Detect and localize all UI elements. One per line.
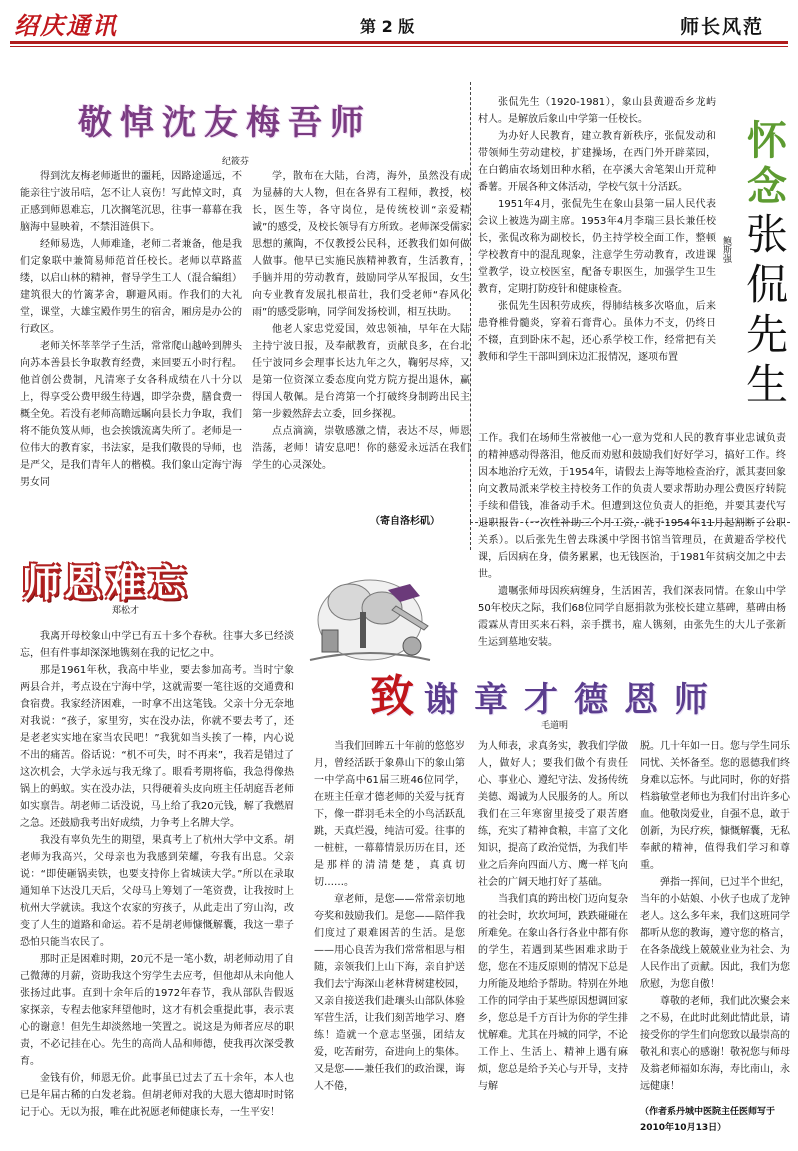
title-char: 张 [745, 210, 788, 259]
article4-col2 [478, 738, 628, 1148]
paragraph: 尊敬的老师，我们此次聚会来之不易，在此时此刻此情此景，请接受你的学生们向您致以最崇高的敬礼和衷心的感谢！敬祝您与师母及翁老师福如东海，寿比南山，永远健康！ [640, 996, 790, 1092]
paragraph: 他老人家忠党爱国，效忠领袖，早年在大陆主持宁波日报，及奉献教育，贡献良多，在台北任宁波同乡会理事长达九年之久，鞠躬尽瘁，又是第一位资深立委态度向党方院方提出退休，赢得国人敬佩。是台湾第一个打破终身制跨出民主第一步毅然辞去立委，回乡探视。 [252, 324, 470, 420]
title-first-char: 致 [370, 671, 424, 722]
title-char: 先 [745, 310, 788, 359]
article4-note: （作者系丹城中医院主任医师写于2010年10月13日） [640, 1107, 776, 1133]
article3-author: 郑松才 [112, 606, 140, 616]
article4-col1 [314, 738, 465, 1148]
paragraph: 张侃先生因积劳成疾，得肺结核多次咯血，后来患脊椎骨髓炎，穿着石膏背心。虽体力不支，仍终日不辍，直到卧床不起，还心系学校工作，经常把有关教师和学生干部叫到床边汇报情况，逐项布置 [478, 301, 716, 363]
article1-col2 [252, 168, 470, 508]
paragraph: 我没有辜负先生的期望，果真考上了杭州大学中文系。胡老师为我高兴，父母亲也为我感到荣耀，夸我有出息。父亲说：“即使砸锅卖铁，也要支持你上省城读大学。”所以在录取通知单下达没几天后，父母马上筹划了一笔资费，让我按时上杭州大学就读。我这个农家的穷孩子，从此走出了穷山沟，改变了人生的道路和命运。若不是胡老师慷慨解囊，我这一辈子恐怕只能当农民了。 [20, 835, 294, 948]
masthead: 绍庆通讯 [14, 11, 118, 40]
paragraph: 章老师，是您——常常亲切地夸奖和鼓励我们。是您——陪伴我们度过了艰难困苦的生活。是您——用心良苦为我们常常相思与相随，亲领我们上山下海，亲自护送我们去宁海深山老林背树建校园，又亲自接送我们赴瓖头山部队体验军营生活，让我们刻苦地学习、磨练！造就一个意志坚强，团结友爱，吃苦耐劳，奋进向上的集体。又是您——兼任我们的政治课，诲人不倦， [314, 894, 465, 1092]
page-number: 第 2 版 [360, 17, 415, 36]
paragraph: 点点滴滴，崇敬感激之情，表达不尽，师恩浩荡，老师！请安息吧！你的慈爱永远活在我们学生的心灵深处。 [252, 426, 470, 471]
paragraph: 经师易选，人师难逢，老师二者兼备，他是我们定象联中兼简易师范首任校长。老师以草路蓝缕，以启山林的精神，督导学生工人（混合编组）建筑很大的竹篱茅舍，聊避风雨。作我们的大礼堂，课堂，大雄宝殿作男生的宿舍，厢房是办公的行政区。 [20, 239, 242, 335]
paragraph: 工作。我们在场师生常被他一心一意为党和人民的教育事业忠诚负责的精神感动得落泪，他反而劝慰和鼓励我们好好学习，搞好工作。终因本地治疗无效，于1954年，请假去上海等地检查治疗，派其妻回象向文教局派来学校主持校务工作的负责人要求帮助办理公费医疗转院手续和借钱，准备动手术。但遭到这位负责人的拒绝，并要其妻代写退职报告（一次性补助三个月工资，就于1954年11月起割断了公职关系）。以后张先生曾去珠溪中学图书馆当管理员，在黄避岙学校代课，后因病在身，债务累累，也无钱医治，于1981年贫病交加之中去世。 [478, 433, 786, 580]
title-char: 生 [745, 360, 788, 409]
paragraph: 我离开母校象山中学已有五十多个春秋。往事大多已经淡忘，但有件事却深深地镌刻在我的记忆之中。 [20, 631, 294, 659]
paragraph: 金钱有价，师恩无价。此事虽已过去了五十余年，本人也已是年届古稀的白发老翁。但胡老师对我的大恩大德却时时铭记于心。无以为报，唯在此祝愿老师健康长寿，一生平安！ [20, 1073, 294, 1118]
paragraph: 得到沈友梅老师逝世的噩耗，因路途遥远，不能亲往宁波吊唁，怎不让人哀伤！写此悼文时，真正感到师恩难忘，几次搁笔沉思，往事一幕幕在我脑海中显映着，不禁泪涟俱下。 [20, 171, 242, 233]
paragraph: 为办好人民教育，建立教育新秩序，张侃发动和带领师生劳动建校，扩建操场，在西门外开辟菜园，在白鹤庙农场划田种水稻，在亭溪大舍笔架山开荒种番薯。开展各种文体活动，学校气氛十分活跃。 [478, 131, 716, 193]
article2-author: 鲍斯强 [721, 236, 731, 263]
article4-author: 毛道明 [541, 721, 569, 731]
paragraph: 弹指一挥间，已过半个世纪，当年的小姑娘、小伙子也成了龙钟老人。这么多年来，我们这班同学都听从您的教诲，遵守您的格言，在各条战线上兢兢业业为社会、为人民作出了贡献。因此，我们为您欣慰，为您自傲！ [640, 877, 790, 990]
paragraph: 那是1961年秋，我高中毕业，要去参加高考。当时宁象两县合并，考点设在宁海中学，这就需要一笔往返的交通费和食宿费。我家经济困难，一时拿不出这笔钱。父亲十分无奈地对我说：“孩子，家里穷，实在没办法，你就不要去考了，还是老老实实地在家当农民吧！”我犹如当头挨了一棒，内心说不出的痛苦。俗话说：“机不可失，时不再来”，我若是错过了这次机会，大学永远与我无缘了。眼看考期将临，我急得像热锅上的蚂蚁。实在没办法，只得硬着头皮向班主任胡庭吾老师如实禀告。胡老师二话没说，马上给了我20元钱，解了我燃眉之急。还鼓励我考出好成绩，力争考上名牌大学。 [20, 665, 294, 829]
header-rule [10, 41, 788, 44]
article1-title: 敬悼沈友梅吾师 [78, 103, 372, 143]
title-char: 侃 [745, 260, 788, 309]
paragraph: 张侃先生（1920-1981），象山县黄避岙乡龙屿村人。是解放后象山中学第一任校长。 [478, 97, 716, 125]
article2-title [745, 118, 789, 410]
paragraph: 为人师表，求真务实，教我们学做人，做好人；要我们做个有贵任心、事业心、遵纪守法、发扬传统美德、竭诚为人民服务的人。所以我们在三年寒窗里接受了艰苦磨练，充实了精神食粮，丰富了文化知识，提高了政治觉悟，为我们毕业之后奔向四面八方、鹰一样飞向社会的广阔天地打好了基础。 [478, 741, 628, 888]
article3-body [20, 628, 294, 1148]
article1-note: （寄自洛杉矶） [370, 516, 440, 527]
article1-col1 [20, 168, 242, 526]
article1-author: 纪筱芬 [222, 157, 250, 167]
article2-wide [478, 430, 786, 648]
paragraph: 脱。几十年如一日。您与学生同乐同忧、关怀备至。您的恩德我们终身难以忘怀。与此同时，你的好搭档翁敏堂老师也为我们付出许多心血。他敬岗爱业，自强不息，敢于创新，为民疗疾，慷慨解囊，无私奉献的精神，值得我们学习和尊重。 [640, 741, 790, 871]
paragraph: 学，散布在大陆，台湾，海外，虽然没有成为显赫的大人物，但在各界有工程师，教授，校长，医生等，各守岗位，是传统校训“亲爱精诚”的感受，及校长领导有方所致。老师深受儒家思想的薰陶，不仅教授公民科，还教我们如何做人做事。他早已实施民族精神教育，生活教育，手脑并用的劳动教育，鼓励同学从军报国，女生向专业教育发展扎根苗壮，我们受老师“春风化雨”的感受影响，同学间发扬校训，相互扶助。 [252, 171, 470, 318]
article3-title: 师恩难忘 [22, 561, 191, 605]
paragraph: 老师关怀莘莘学子生活，常常爬山越岭到牌头向苏本善县长争取教育经费，来回要五小时行程。他首创公费制，凡清寒子女各科成绩在八十分以上，得享受公费甲级生待遇，即学杂费，膳食费一概全免。若没有老师高瞻远瞩向县长力争取，我们将不能负笈从师，也会挨饿流离失所了。老师是一位伟大的教育家，书法家，是我们敬畏的导师，也是严父，是我们青年人的楷模。我们象山定海宁海男女同 [20, 341, 242, 488]
title-char: 念 [747, 164, 787, 210]
paragraph: 当我们回眸五十年前的悠悠岁月，曾经活跃于象鼻山下的象山第一中学高中61届三班46位同学，在班主任章才德老师的关爱与抚育下，像一群羽毛未全的小鸟活跃乱跳，天真烂漫，纯洁可爱。往事的一桩桩，一幕幕情景历历在目，还是那样的清清楚楚，真真切切……。 [314, 741, 465, 888]
paragraph: 1951年4月，张侃先生在象山县第一届人民代表会议上被选为副主席。1953年4月李瑞三县长兼任校长，张侃改称为副校长，仍主持学校全面工作，整顿学校教育中的混乱现象，注意学生劳动教育，改进课堂教学，设立校医室，配备专职医生，加强学生卫生教育，定期打防疫针和健康检查。 [478, 199, 716, 295]
title-rest: 谢章才德恩师 [424, 680, 724, 720]
paragraph: 那时正是困难时期，20元不是一笔小数，胡老师动用了自己微薄的月薪，资助我这个穷学生去应考，但他却从未向他人张扬过此事。直到十余年后的1972年春节，我从部队告假返家探亲，专程去他家拜望他时，这才有机会重提此事，表示衷心的谢意！但先生却淡然地一笑置之。说这是为师者应尽的职责，不必记挂在心。先生的高尚人品和师德，使我再次深受教育。 [20, 954, 294, 1067]
header-rule-thin [10, 46, 788, 47]
paragraph: 遗嘱张师母因疾病缠身，生活困苦，我们深表同情。在象山中学50年校庆之际，我们68位同学自愿捐款为张校长建立墓碑，墓碑由杨霞霖从青田买来石料，亲手撰书，雇人镌刻，由张先生的大儿子张新生运到墓地安装。 [478, 586, 786, 648]
article2-box-join [470, 522, 471, 550]
paragraph: 当我们真的跨出校门迈向复杂的社会时，坎坎坷坷，跌跌碰碰在所难免。在象山各行各业中都有你的学生，若遇到某些困难求助于您，您在不违反原则的情况下总是力所能及地给予帮助。特别在外地工作的同学由于某些原因想调回家乡，您总是千方百计为你的学生排忧解难。尤其在丹城的同学，不论工作上、生活上、精神上遇有麻烦，您总是给予关心与开导，支持与解 [478, 894, 628, 1092]
playground-illustration [300, 550, 440, 670]
article2-col1 [478, 94, 716, 422]
article4-title [370, 660, 724, 724]
article4-col3 [640, 738, 790, 1098]
title-char: 怀 [747, 118, 787, 164]
section-title: 师长风范 [680, 16, 765, 38]
